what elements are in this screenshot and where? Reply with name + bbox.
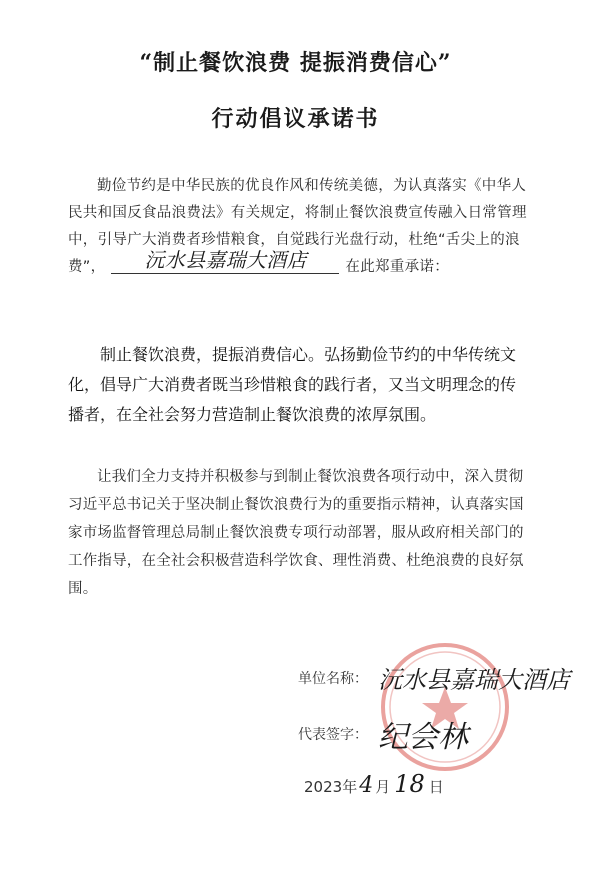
handwritten-signature: 纪会林	[378, 720, 468, 755]
unit-name-label: 单位名称：	[298, 671, 368, 687]
intro-text: 勤俭节约是中华民族的优良作风和传统美德，为认真落实《中华人民共和国反食品浪费法》有关规定，将制止餐饮浪费宣传融入日常管理中，引导广大消费者珍惜粮食，自觉践行光盘行动，杜绝“舌尖上的浪费”，	[68, 178, 527, 275]
representative-row	[298, 724, 368, 744]
handwritten-name-line	[111, 248, 339, 274]
intro-text-end: 在此郑重承诺：	[345, 259, 450, 275]
date-day-suffix: 日	[428, 778, 444, 796]
representative-label: 代表签字：	[298, 727, 368, 743]
unit-name-row	[298, 668, 368, 688]
date-year-suffix: 年	[342, 778, 358, 796]
intro-paragraph	[68, 173, 530, 281]
document-title-line1: “制止餐饮浪费 提振消费信心”	[139, 50, 452, 76]
red-seal-stamp	[370, 632, 520, 782]
date-month: 4	[359, 773, 374, 798]
date-day: 18	[394, 770, 425, 798]
action-paragraph: 让我们全力支持并积极参与到制止餐饮浪费各项行动中，深入贯彻习近平总书记关于坚决制止餐饮浪费行为的重要指示精神，认真落实国家市场监督管理总局制止餐饮浪费专项行动部署，服从政府相关部门的工作指导，在全社会积极营造科学饮食、理性消费、杜绝浪费的良好氛围。	[68, 469, 524, 597]
commitment-paragraph: 制止餐饮浪费，提振消费信心。弘扬勤俭节约的中华传统文化，倡导广大消费者既当珍惜粮食的践行者，又当文明理念的传播者，在全社会努力营造制止餐饮浪费的浓厚氛围。	[68, 345, 517, 424]
handwritten-business-name: 沅水县嘉瑞大酒店	[144, 248, 307, 272]
document-title-line2: 行动倡议承诺书	[211, 106, 380, 132]
date-year: 2023	[304, 778, 343, 796]
date-row	[304, 770, 444, 798]
handwritten-unit-name: 沅水县嘉瑞大酒店	[378, 666, 570, 694]
date-month-suffix: 月	[375, 778, 391, 796]
